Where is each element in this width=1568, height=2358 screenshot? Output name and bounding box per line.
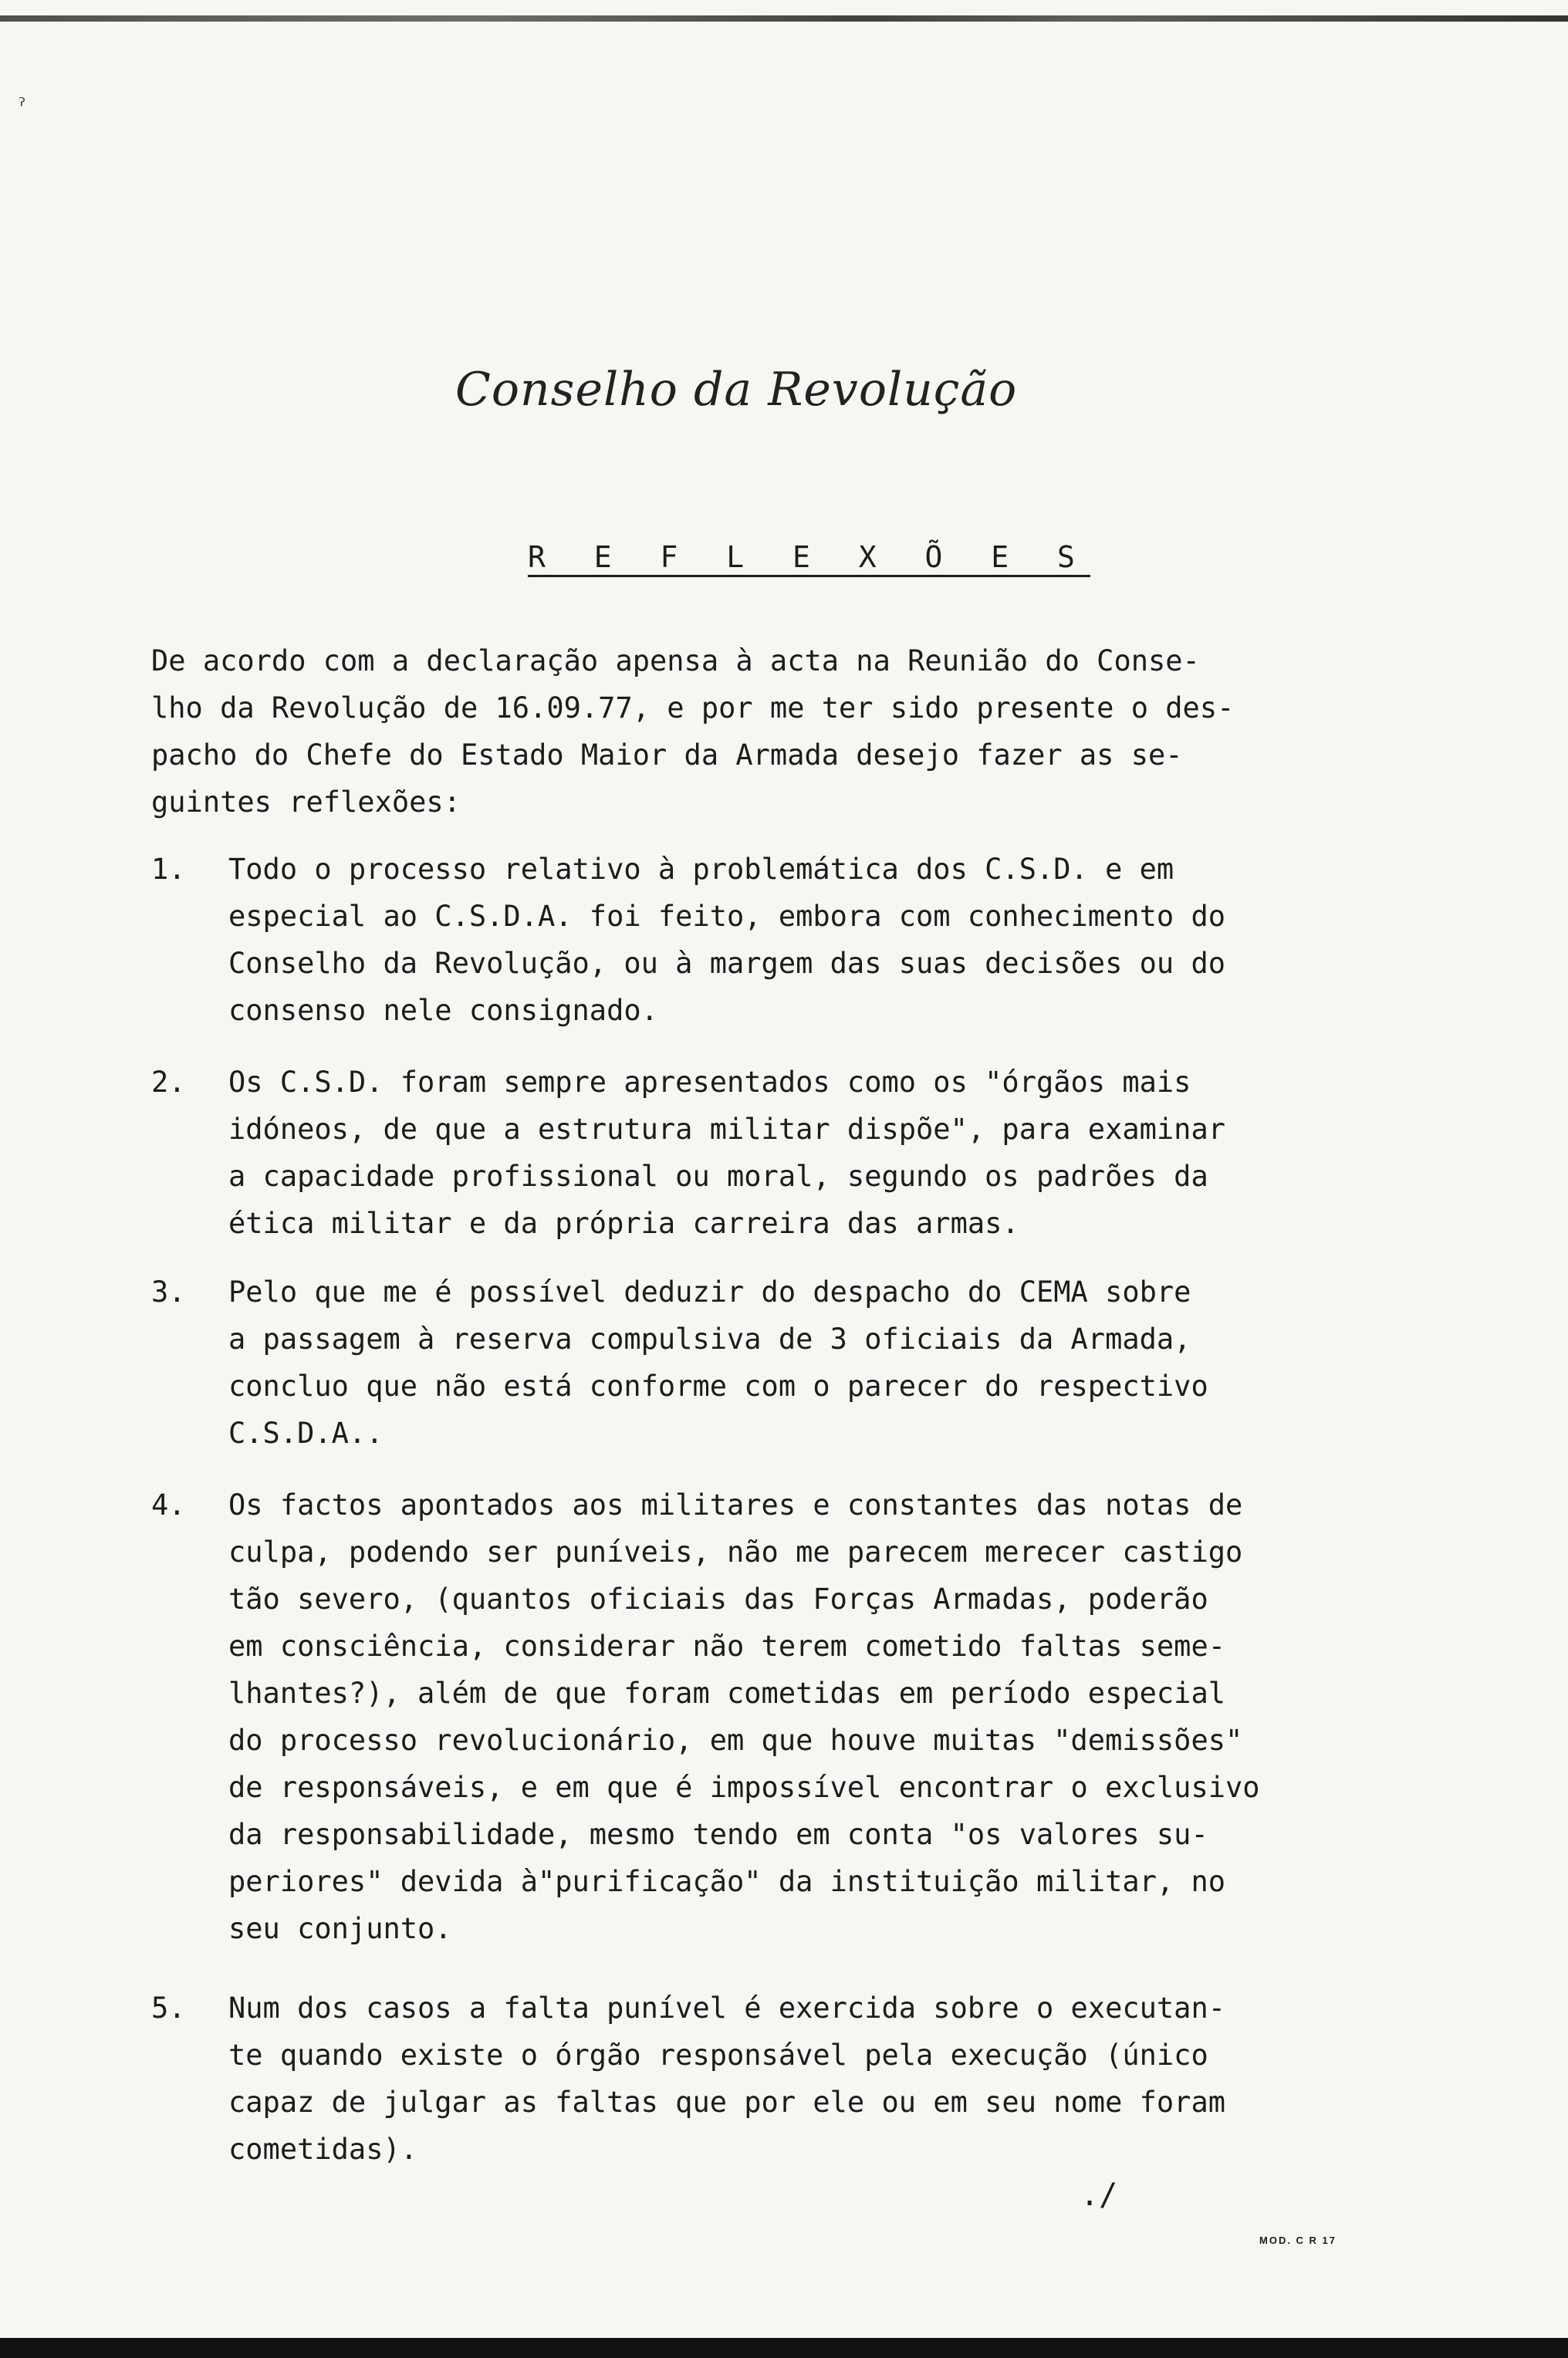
item-line: ética militar e da própria carreira das armas. xyxy=(228,1207,1019,1240)
item-line: de responsáveis, e em que é impossível encontrar o exclusivo xyxy=(228,1771,1260,1804)
form-code: MOD. C R 17 xyxy=(1259,2235,1337,2246)
item-number: 2. xyxy=(151,1066,186,1099)
item-line: te quando existe o órgão responsável pela execução (único xyxy=(228,2039,1208,2072)
item-line: Num dos casos a falta punível é exercida sobre o executan- xyxy=(228,1991,1226,2025)
item-line: seu conjunto. xyxy=(228,1912,452,1945)
item-body xyxy=(228,1269,1417,1457)
item-line: consenso nele consignado. xyxy=(228,994,658,1027)
item-line: da responsabilidade, mesmo tendo em conta "os valores su- xyxy=(228,1818,1208,1851)
item-line: Pelo que me é possível deduzir do despacho do CEMA sobre xyxy=(228,1275,1191,1309)
item-line: idóneos, de que a estrutura militar dispõe", para examinar xyxy=(228,1113,1226,1146)
item-number: 1. xyxy=(151,853,186,886)
intro-line: De acordo com a declaração apensa à acta na Reunião do Conse- xyxy=(151,644,1200,677)
intro-paragraph xyxy=(151,637,1386,826)
item-line: culpa, podendo ser puníveis, não me parecem merecer castigo xyxy=(228,1535,1243,1569)
item-number: 5. xyxy=(151,1991,186,2025)
intro-line: pacho do Chefe do Estado Maior da Armada desejo fazer as se- xyxy=(151,738,1183,772)
item-body xyxy=(228,1059,1417,1247)
item-line: periores" devida à"purificação" da instituição militar, no xyxy=(228,1865,1226,1898)
item-line: do processo revolucionário, em que houve muitas "demissões" xyxy=(228,1724,1243,1757)
item-line: tão severo, (quantos oficiais das Forças Armadas, poderão xyxy=(228,1583,1208,1616)
item-line: Os factos apontados aos militares e constantes das notas de xyxy=(228,1488,1243,1522)
item-line: especial ao C.S.D.A. foi feito, embora com conhecimento do xyxy=(228,900,1226,933)
margin-mark: ˀ xyxy=(15,96,29,121)
item-line: Conselho da Revolução, ou à margem das suas decisões ou do xyxy=(228,947,1226,980)
document-title: R E F L E X Õ E S xyxy=(528,540,1090,574)
item-body xyxy=(228,1481,1417,1952)
item-line: a passagem à reserva compulsiva de 3 oficiais da Armada, xyxy=(228,1323,1191,1356)
scan-top-edge xyxy=(0,15,1568,22)
item-line: em consciência, considerar não terem cometido faltas seme- xyxy=(228,1630,1226,1663)
item-number: 4. xyxy=(151,1488,186,1522)
intro-line: lho da Revolução de 16.09.77, e por me ter sido presente o des- xyxy=(151,691,1235,725)
item-line: Todo o processo relativo à problemática dos C.S.D. e em xyxy=(228,853,1174,886)
item-line: concluo que não está conforme com o parecer do respectivo xyxy=(228,1370,1208,1403)
item-number: 3. xyxy=(151,1275,186,1309)
intro-line: guintes reflexões: xyxy=(151,785,461,819)
scan-bottom-edge xyxy=(0,2338,1568,2358)
item-line: a capacidade profissional ou moral, segundo os padrões da xyxy=(228,1160,1208,1193)
item-body xyxy=(228,1985,1417,2173)
item-line: cometidas). xyxy=(228,2133,418,2166)
item-line: C.S.D.A.. xyxy=(228,1417,384,1450)
continuation-mark: ./ xyxy=(1080,2177,1118,2213)
item-body xyxy=(228,846,1417,1034)
item-line: Os C.S.D. foram sempre apresentados como os "órgãos mais xyxy=(228,1066,1191,1099)
item-line: lhantes?), além de que foram cometidas em período especial xyxy=(228,1677,1226,1710)
letterhead: Conselho da Revolução xyxy=(455,363,1018,417)
item-line: capaz de julgar as faltas que por ele ou em seu nome foram xyxy=(228,2086,1226,2119)
